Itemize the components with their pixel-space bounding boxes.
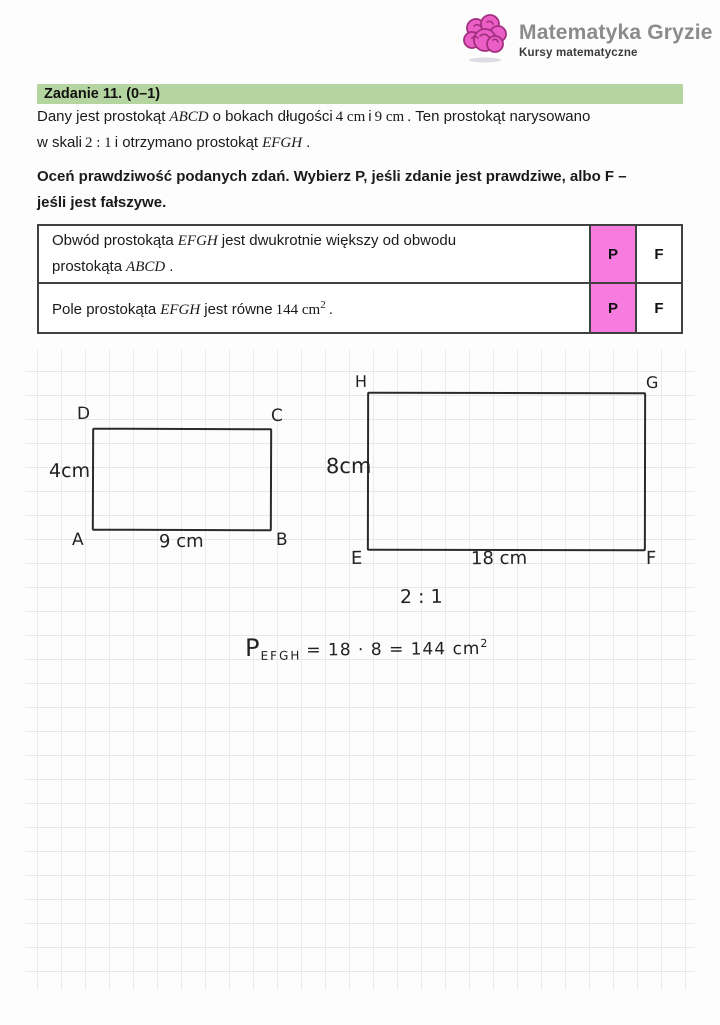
vertex-label-h: H	[354, 371, 368, 392]
statement-row-2	[39, 284, 681, 332]
text-segment: o bokach długości	[212, 108, 333, 125]
superscript-2: 2	[320, 299, 326, 311]
vertex-label-a: A	[71, 529, 84, 551]
rectangle-efgh	[367, 392, 646, 551]
math-value: 9 cm	[374, 109, 405, 125]
text-segment: .	[328, 301, 333, 318]
math-term-efgh: EFGH	[177, 233, 218, 249]
vertex-label-f: F	[645, 547, 657, 570]
answer-f-cell-2[interactable]	[635, 284, 681, 332]
text-segment: i otrzymano prostokąt	[114, 134, 259, 151]
dimension-efgh-bottom: 18 cm	[470, 547, 528, 570]
dimension-abcd-bottom: 9 cm	[158, 530, 204, 553]
statement-2-line-1	[52, 293, 579, 323]
vertex-label-c: C	[270, 405, 283, 427]
true-false-table	[37, 224, 683, 334]
task-instruction	[37, 164, 697, 216]
text-segment: . Ten prostokąt narysowano	[407, 108, 591, 125]
statement-1-text	[39, 226, 589, 282]
text-segment: .	[306, 134, 311, 151]
formula-subscript: EFGH	[260, 648, 302, 663]
formula-superscript: 2	[480, 636, 489, 651]
text-segment: prostokąta	[52, 258, 123, 275]
text-segment: i	[368, 108, 372, 125]
math-term-efgh: EFGH	[160, 302, 201, 318]
intro-line-1	[37, 104, 697, 130]
statement-1-line-2	[52, 254, 579, 280]
math-value: 2 : 1	[85, 135, 112, 151]
task-header-banner	[37, 84, 683, 104]
task-header-label: Zadanie 11. (0–1)	[44, 86, 161, 102]
statement-1-line-1	[52, 228, 579, 254]
math-term-efgh: EFGH	[262, 135, 303, 151]
rectangle-abcd	[92, 428, 272, 532]
vertex-label-d: D	[76, 403, 91, 425]
text-segment: .	[169, 258, 174, 275]
graph-paper	[25, 350, 695, 990]
logo	[460, 10, 713, 64]
answer-f-label: F	[654, 245, 664, 263]
area-formula	[245, 632, 489, 663]
scale-note: 2 : 1	[399, 585, 443, 609]
statement-2-text	[39, 284, 589, 332]
math-value: 144 $cm^2$	[275, 299, 326, 318]
brain-icon	[460, 10, 510, 64]
text-segment: jest równe	[204, 301, 273, 318]
text-segment: w skali	[37, 134, 83, 151]
intro-line-2	[37, 130, 697, 156]
instruction-line-2: jeśli jest fałszywe.	[37, 194, 167, 211]
dimension-abcd-left: 4cm	[48, 459, 91, 483]
instruction-line-1: Oceń prawdziwość podanych zdań. Wybierz P, jeśli zdanie jest prawdziwe, albo F –	[37, 168, 627, 185]
formula-symbol-p: P	[244, 633, 261, 663]
logo-text	[519, 10, 713, 59]
math-term-abcd: ABCD	[126, 259, 166, 275]
vertex-label-e: E	[350, 547, 363, 570]
vertex-label-b: B	[275, 529, 288, 551]
task-intro	[37, 104, 697, 156]
formula-equation: = 18 · 8 = 144 cm	[306, 639, 481, 661]
logo-subtitle: Kursy matematyczne	[519, 47, 638, 60]
text-segment: Dany jest prostokąt	[37, 108, 166, 125]
answer-p-label: P	[607, 299, 618, 317]
answer-p-label: P	[607, 245, 618, 263]
answer-f-label: F	[654, 299, 664, 317]
dimension-efgh-left: 8cm	[325, 453, 372, 479]
math-value: 4 cm	[335, 109, 366, 125]
text-segment: jest dwukrotnie większy od obwodu	[221, 232, 457, 249]
statement-row-1	[39, 226, 681, 284]
text-segment: Obwód prostokąta	[52, 232, 174, 249]
answer-f-cell-1[interactable]	[635, 226, 681, 282]
answer-p-cell-2[interactable]	[589, 284, 635, 332]
math-term-abcd: ABCD	[169, 109, 209, 125]
answer-p-cell-1[interactable]	[589, 226, 635, 282]
logo-title: Matematyka Gryzie	[519, 21, 713, 44]
text-segment: Pole prostokąta	[52, 301, 157, 318]
vertex-label-g: G	[645, 372, 659, 393]
